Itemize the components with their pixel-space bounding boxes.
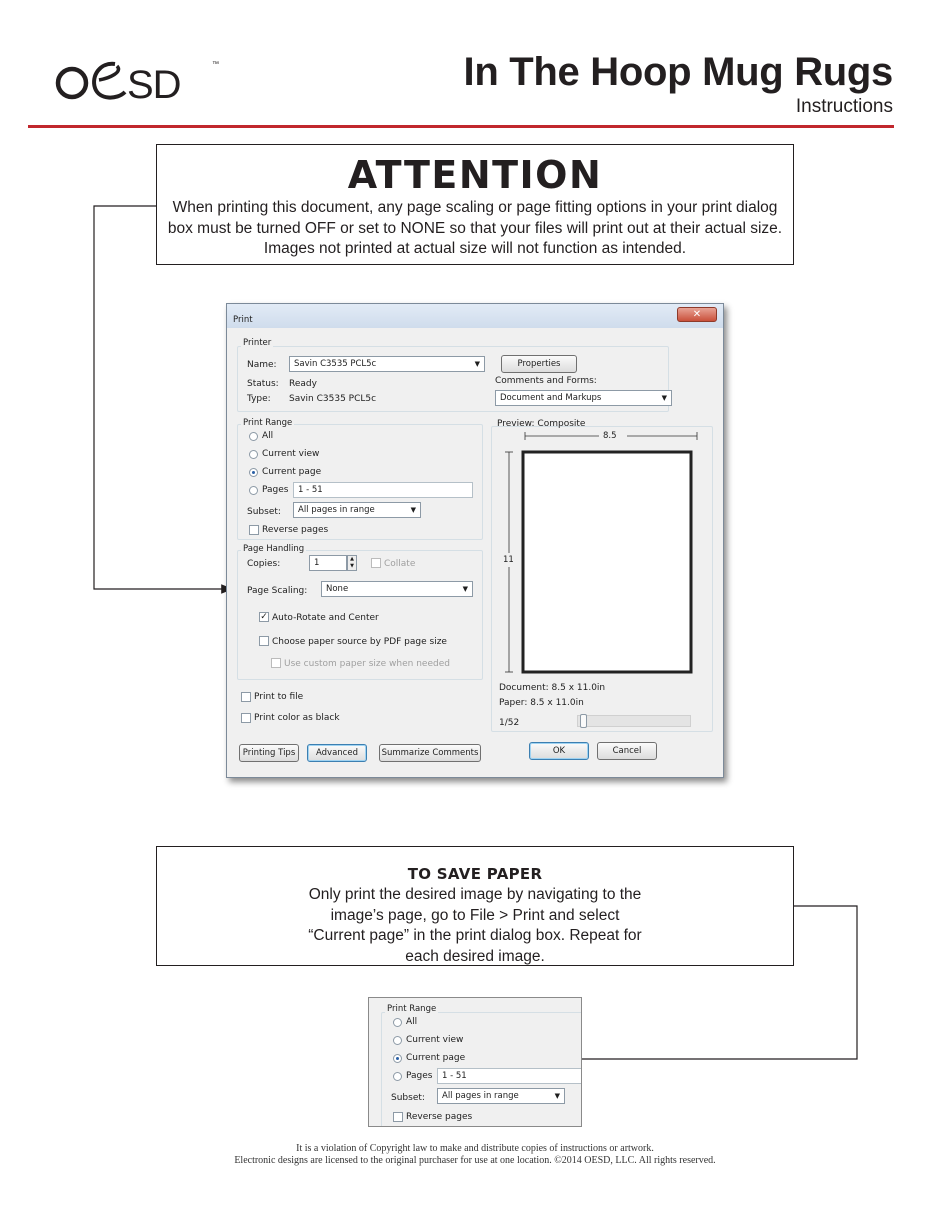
crop-reverse-pages-label: Reverse pages: [406, 1112, 473, 1122]
copies-input[interactable]: 1: [309, 555, 347, 571]
paper-source-checkbox[interactable]: [259, 636, 269, 646]
slider-thumb[interactable]: [580, 714, 587, 728]
custom-paper-checkbox[interactable]: [271, 658, 281, 668]
radio-pages[interactable]: [249, 486, 258, 495]
crop-print-range-label: Print Range: [387, 1004, 437, 1014]
print-range-label: Print Range: [243, 418, 293, 428]
auto-rotate-checkbox[interactable]: [259, 612, 269, 622]
preview-page-diagram: [499, 430, 709, 680]
pages-input[interactable]: 1 - 51: [293, 482, 473, 498]
comments-forms-value: Document and Markups: [500, 393, 602, 403]
close-button[interactable]: ✕: [677, 307, 717, 322]
subset-select[interactable]: [293, 502, 421, 518]
dialog-body: [233, 330, 717, 773]
auto-rotate-label: Auto-Rotate and Center: [272, 613, 379, 623]
summarize-comments-button[interactable]: Summarize Comments: [379, 744, 481, 762]
reverse-pages-label: Reverse pages: [262, 525, 329, 535]
collate-checkbox[interactable]: [371, 558, 381, 568]
printer-status-label: Status:: [247, 379, 279, 389]
checkmark-icon: ✓: [260, 612, 268, 622]
crop-radio-current-view-label: Current view: [406, 1035, 464, 1045]
dialog-titlebar: [227, 304, 723, 328]
footer-line-1: It is a violation of Copyright law to make and distribute copies of instructions or artwork.: [296, 1143, 654, 1154]
print-dialog: [226, 303, 724, 778]
print-range-crop: [368, 997, 582, 1127]
radio-all-label: All: [262, 431, 274, 441]
printing-tips-button[interactable]: Printing Tips: [239, 744, 299, 762]
advanced-button[interactable]: Advanced: [307, 744, 367, 762]
radio-current-view-label: Current view: [262, 449, 320, 459]
crop-radio-current-page-label: Current page: [406, 1053, 466, 1063]
chevron-down-icon: ▼: [661, 394, 667, 402]
crop-radio-all[interactable]: [393, 1018, 402, 1027]
radio-pages-label: Pages: [262, 485, 289, 495]
print-color-black-label: Print color as black: [254, 713, 340, 723]
save-paper-box: [156, 846, 794, 966]
header-divider: [28, 125, 894, 128]
document-title: In The Hoop Mug Rugs: [463, 50, 893, 94]
cancel-button[interactable]: Cancel: [597, 742, 657, 760]
crop-subset-select[interactable]: [437, 1088, 565, 1104]
reverse-pages-checkbox[interactable]: [249, 525, 259, 535]
subset-value: All pages in range: [298, 505, 375, 515]
page-scaling-value: None: [326, 584, 349, 594]
chevron-down-icon: ▼: [554, 1092, 560, 1100]
printer-name-select[interactable]: [289, 356, 485, 372]
crop-radio-pages-label: Pages: [406, 1071, 433, 1081]
radio-current-page[interactable]: [249, 468, 258, 477]
print-to-file-label: Print to file: [254, 692, 304, 702]
printer-type-value: Savin C3535 PCL5c: [289, 394, 377, 404]
svg-text:SD: SD: [127, 63, 181, 104]
save-paper-heading: TO SAVE PAPER: [407, 865, 543, 883]
chevron-down-icon: ▼: [462, 585, 468, 593]
printer-type-label: Type:: [247, 394, 271, 404]
properties-button[interactable]: Properties: [501, 355, 577, 373]
crop-reverse-pages-checkbox[interactable]: [393, 1112, 403, 1122]
print-to-file-checkbox[interactable]: [241, 692, 251, 702]
crop-pages-input[interactable]: 1 - 51: [437, 1068, 582, 1084]
attention-heading: ATTENTION: [347, 153, 603, 197]
crop-subset-label: Subset:: [391, 1093, 425, 1103]
radio-all[interactable]: [249, 432, 258, 441]
preview-label: Preview: Composite: [497, 419, 586, 429]
preview-paper-size: Paper: 8.5 x 11.0in: [499, 698, 584, 708]
document-subtitle: Instructions: [795, 96, 893, 117]
copies-spinner[interactable]: ▲ ▼: [347, 555, 357, 571]
print-color-black-checkbox[interactable]: [241, 713, 251, 723]
page-scaling-label: Page Scaling:: [247, 586, 308, 596]
crop-radio-pages[interactable]: [393, 1072, 402, 1081]
save-paper-body: Only print the desired image by navigating to the image’s page, go to File > Print and select “Current page” in the print dialog box. Repeat for each desired image.: [308, 886, 642, 965]
subset-label: Subset:: [247, 507, 281, 517]
preview-width-label: 8.5: [603, 431, 617, 441]
attention-box: [156, 144, 794, 265]
radio-current-page-label: Current page: [262, 467, 322, 477]
preview-page-slider[interactable]: [577, 715, 691, 727]
oesd-logo: [55, 54, 225, 104]
chevron-down-icon: ▼: [410, 506, 416, 514]
paper-source-label: Choose paper source by PDF page size: [272, 637, 447, 647]
ok-button[interactable]: OK: [529, 742, 589, 760]
attention-body: When printing this document, any page scaling or page fitting options in your print dialog box must be turned OFF or set to NONE so that your files will print out at their actual size. Images not printed at actual size will not function as intended.: [167, 199, 783, 257]
custom-paper-label: Use custom paper size when needed: [284, 659, 450, 669]
copies-label: Copies:: [247, 559, 281, 569]
printer-status-value: Ready: [289, 379, 317, 389]
printer-name-value: Savin C3535 PCL5c: [294, 359, 377, 369]
preview-document-size: Document: 8.5 x 11.0in: [499, 683, 606, 693]
comments-forms-select[interactable]: [495, 390, 672, 406]
crop-subset-value: All pages in range: [442, 1091, 519, 1101]
crop-radio-all-label: All: [406, 1017, 418, 1027]
printer-name-label: Name:: [247, 360, 277, 370]
crop-radio-current-view[interactable]: [393, 1036, 402, 1045]
page-scaling-select[interactable]: [321, 581, 473, 597]
crop-radio-current-page[interactable]: [393, 1054, 402, 1063]
copyright-footer: [0, 1143, 950, 1167]
footer-line-2: Electronic designs are licensed to the original purchaser for use at one location. ©2014 OESD, LLC. All rights reserved.: [234, 1155, 716, 1166]
chevron-down-icon: ▼: [474, 360, 480, 368]
trademark-symbol: ™: [212, 61, 219, 68]
oesd-logo-graphic: [55, 54, 225, 104]
preview-page-counter: 1/52: [499, 718, 520, 728]
comments-forms-label: Comments and Forms:: [495, 376, 597, 386]
preview-height-label: 11: [503, 555, 514, 565]
printer-group-label: Printer: [243, 338, 272, 348]
radio-current-view[interactable]: [249, 450, 258, 459]
dialog-title: Print: [233, 315, 253, 325]
page-handling-label: Page Handling: [243, 544, 305, 554]
collate-label: Collate: [384, 559, 416, 569]
